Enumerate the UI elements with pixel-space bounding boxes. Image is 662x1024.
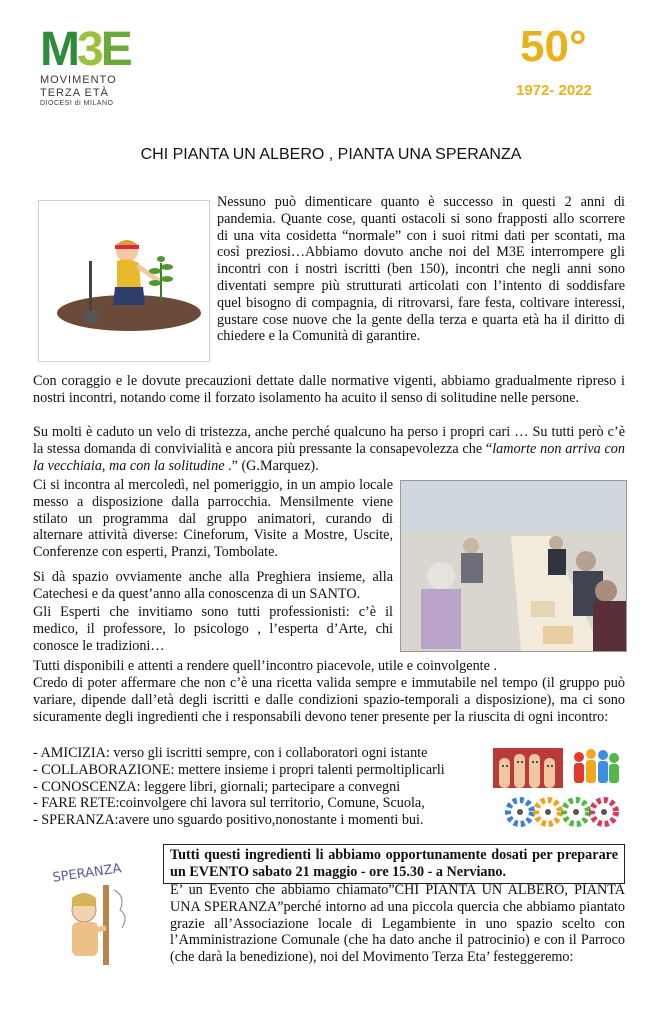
ingredient-collaborazione: - COLLABORAZIONE: mettere insieme i propri talenti permoltiplicarli — [33, 761, 445, 778]
paragraph-sadness — [33, 424, 625, 474]
meeting-photo — [400, 480, 627, 652]
ingredient-amicizia: - AMICIZIA: verso gli iscritti sempre, con i collaboratori ogni istante — [33, 745, 428, 761]
closing-paragraph: E’ un Evento che abbiamo chiamato”CHI PIANTA UN ALBERO, PIANTA UNA SPERANZA”perché intorno ad una piccola quercia che abbiamo piantato grazie all’Associazione locale di Legambiente in uno spazio scelto con l’Amministrazione Comunale (che ha dato anche il patrocinio) e con il Parroco (che darà la benedizione), noi del Movimento Terza Eta’ festeggeremo: — [170, 882, 625, 966]
speranza-drawing-text: SPERANZA — [51, 861, 123, 886]
paragraph-resume: Con coraggio e le dovute precauzioni dettate dalle normative vigenti, abbiamo gradualmente ripreso i nostri incontri, notando come il forzato isolamento ha acuito il senso di solitudine nelle persone. — [33, 373, 625, 406]
ingredient-fare-rete: - FARE RETE:coinvolgere chi lavora sul territorio, Comune, Scuola, — [33, 795, 425, 812]
paragraph-availability: Tutti disponibili e attenti a rendere quell’incontro piacevole, utile e coinvolgente . — [33, 658, 497, 674]
gears-network-icon — [500, 790, 625, 835]
page-title: CHI PIANTA UN ALBERO , PIANTA UNA SPERANZA — [140, 146, 522, 163]
paragraph-experts: Gli Esperti che invitiamo sono tutti professionisti: c’è il medico, il professore, lo psicologo , l’esperta d’Arte, chi conosce le tradizioni… — [33, 604, 393, 654]
team-people-icon — [567, 745, 625, 787]
anniversary-number: 50° — [520, 22, 587, 71]
event-announcement: Tutti questi ingredienti li abbiamo opportunamente dosati per preparare un EVENTO sabato 21 maggio - ore 15.30 - a Nerviano. — [163, 844, 625, 884]
ingredient-conoscenza: - CONOSCENZA: leggere libri, giornali; partecipare a convegni — [33, 778, 401, 795]
ingredients-list — [33, 745, 445, 829]
gears-people-image — [500, 790, 625, 835]
logo-line-terza-eta: TERZA ETÀ — [40, 87, 109, 99]
marquez-quote: lamorte non arriva con la vecchiaia, ma con la solitudine — [33, 440, 625, 474]
paragraph-prayer: Si dà spazio ovviamente anche alla Preghiera insieme, alla Catechesi e da quest’anno alla conoscenza di un SANTO. — [33, 569, 393, 602]
finger-faces-icon — [493, 748, 563, 788]
child-hugging-tree-drawing — [34, 850, 154, 970]
team-figures-image — [567, 745, 625, 787]
logo-line-movimento: MOVIMENTO — [40, 74, 117, 86]
m3e-logo: M3E — [40, 23, 130, 76]
girl-planting-icon — [39, 201, 209, 361]
speranza-drawing — [34, 850, 154, 970]
paragraph-sadness-b: .” (G.Marquez). — [224, 457, 319, 474]
elderly-group-table-icon — [401, 481, 626, 651]
paragraph-recipe: Credo di poter affermare che non c’è una ricetta valida sempre e immutabile nel tempo (il gruppo può variare, dipende dall’età degli iscritti e dalle condizioni spazio-temporali a disposizione), ma ci sono sicuramente degli ingredienti che i responsabili devono tener presente per la riuscita di ogni incontro: — [33, 675, 625, 725]
intro-paragraph: Nessuno può dimenticare quanto è successo in questi 2 anni di pandemia. Quante cose, quanti ostacoli si sono frapposti allo scorrere di una vita cosidetta “normale” con i suoi ritmi dati per scontati, ma così preziosi…Abbiamo dovuto anche noi del M3E interrompere gli incontri con i nostri iscritti (ben 150), incontri che negli anni sono diventati sempre più strutturati articolati con l’intento di soddisfare quel bisogno di compagnia, di ritrovarsi, fare festa, coltivare interessi, gustare cose nuove che la gente della terza e quarta età ha il diritto di chiedere e la Comunità di garantire. — [217, 194, 625, 345]
paragraph-meetings: Ci si incontra al mercoledì, nel pomeriggio, in un ampio locale messo a disposizione dalla parrocchia. Mensilmente viene stilato un programma dal gruppo animatori, curando di alternare attività diverse: Cineforum, Visite a Mostre, Uscite, Conferenze con esperti, Pranzi, Tombolate. — [33, 477, 393, 561]
planting-illustration — [38, 200, 210, 362]
paragraph-sadness-a: Su molti è caduto un velo di tristezza, anche perché qualcuno ha perso i propri cari … Su tutti però c’è la stessa domanda di convivialità e ancora più pressante la consapevolezza che “ — [33, 424, 625, 457]
logo-line-diocesi: DIOCESI di MILANO — [40, 100, 114, 107]
anniversary-years: 1972- 2022 — [516, 82, 592, 99]
finger-faces-image — [493, 748, 563, 788]
ingredient-speranza: - SPERANZA:avere uno sguardo positivo,nonostante i momenti bui. — [33, 812, 424, 829]
